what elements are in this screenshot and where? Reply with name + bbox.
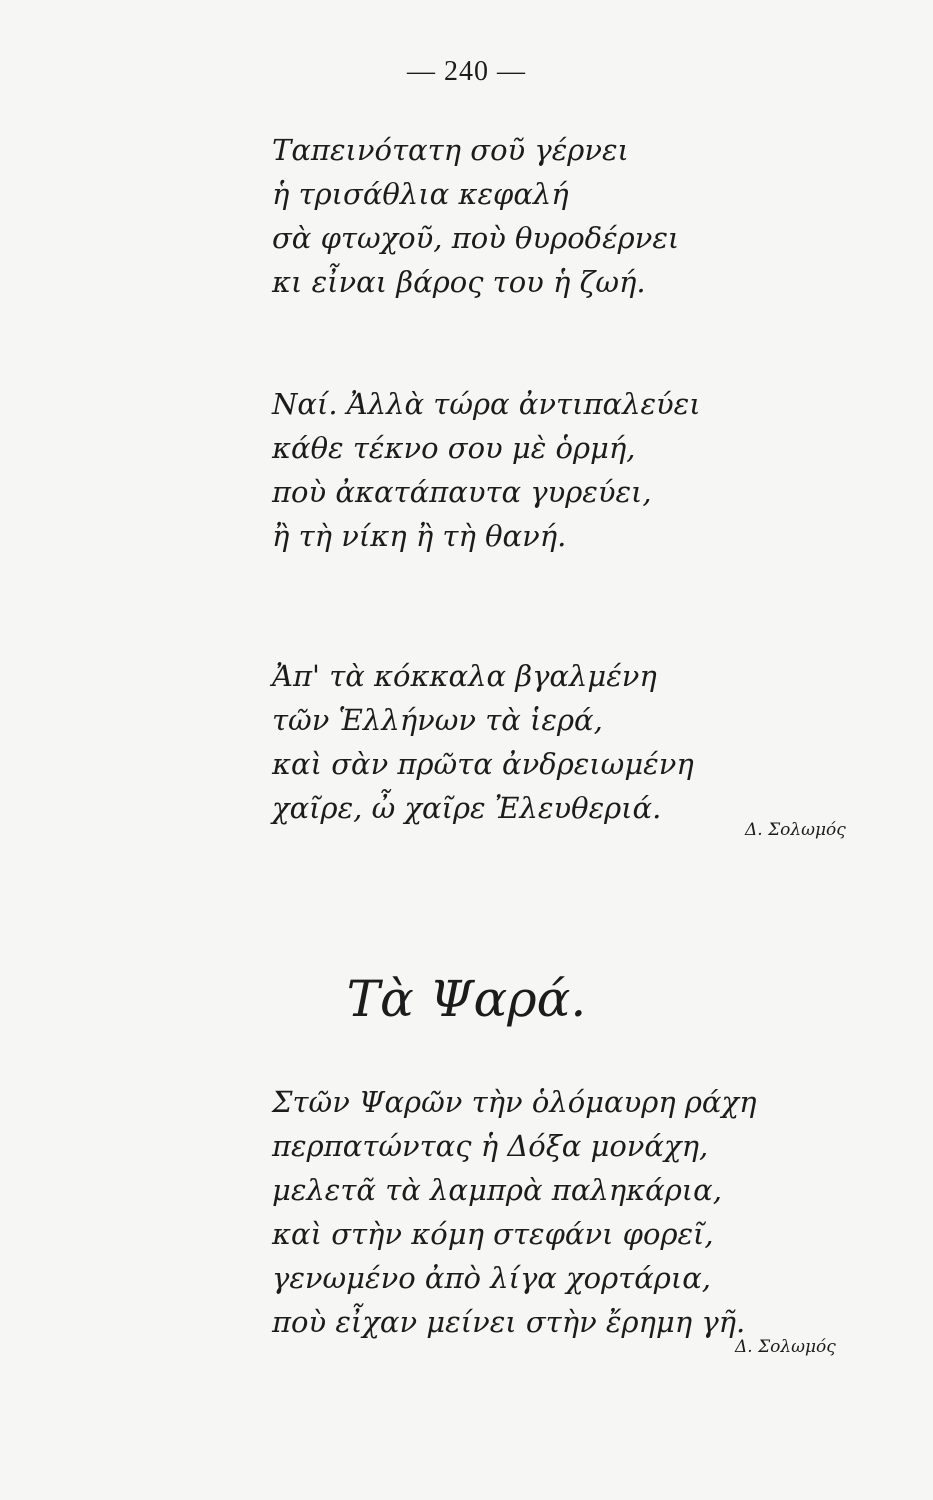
- verse-line: τῶν Ἑλλήνων τὰ ἱερά,: [272, 703, 603, 737]
- verse-line: σὰ φτωχοῦ, ποὺ θυροδέρνει: [272, 221, 680, 255]
- poem-2-stanza: [272, 1080, 756, 1344]
- stanza-3: [272, 654, 694, 830]
- verse-line: Ἀπ' τὰ κόκκαλα βγαλμένη: [272, 659, 657, 693]
- verse-line: περπατώντας ἡ Δόξα μονάχη,: [272, 1129, 709, 1163]
- poem-title: Τὰ Ψαρά.: [346, 970, 587, 1028]
- verse-line: Στῶν Ψαρῶν τὴν ὁλόμαυρη ράχη: [272, 1085, 757, 1119]
- verse-line: Ναί. Ἀλλὰ τώρα ἀντιπαλεύει: [272, 387, 701, 421]
- verse-line: γενωμένο ἀπὸ λίγα χορτάρια,: [272, 1261, 712, 1295]
- verse-line: κι εἶναι βάρος του ἡ ζωή.: [272, 265, 646, 299]
- verse-line: κάθε τέκνο σου μὲ ὁρμή,: [272, 431, 636, 465]
- verse-line: ἢ τὴ νίκη ἢ τὴ θανή.: [272, 519, 567, 553]
- verse-line: Ταπεινότατη σοῦ γέρνει: [272, 133, 629, 167]
- verse-line: καὶ στὴν κόμη στεφάνι φορεῖ,: [272, 1217, 714, 1251]
- verse-line: ἡ τρισάθλια κεφαλή: [272, 177, 569, 211]
- stanza-1: [272, 128, 679, 304]
- verse-line: καὶ σὰν πρῶτα ἀνδρειωμένη: [272, 747, 694, 781]
- verse-line: ποὺ ἀκατάπαυτα γυρεύει,: [272, 475, 652, 509]
- author-signature: Δ. Σολωμός: [745, 820, 846, 840]
- page-number: — 240 —: [407, 56, 526, 87]
- verse-line: μελετᾶ τὰ λαμπρὰ παληκάρια,: [272, 1173, 722, 1207]
- stanza-2: [272, 382, 701, 558]
- verse-line: ποὺ εἶχαν μείνει στὴν ἔρημη γῆ.: [272, 1305, 746, 1339]
- author-signature: Δ. Σολωμός: [735, 1337, 836, 1357]
- verse-line: χαῖρε, ὦ χαῖρε Ἐλευθεριά.: [272, 791, 662, 825]
